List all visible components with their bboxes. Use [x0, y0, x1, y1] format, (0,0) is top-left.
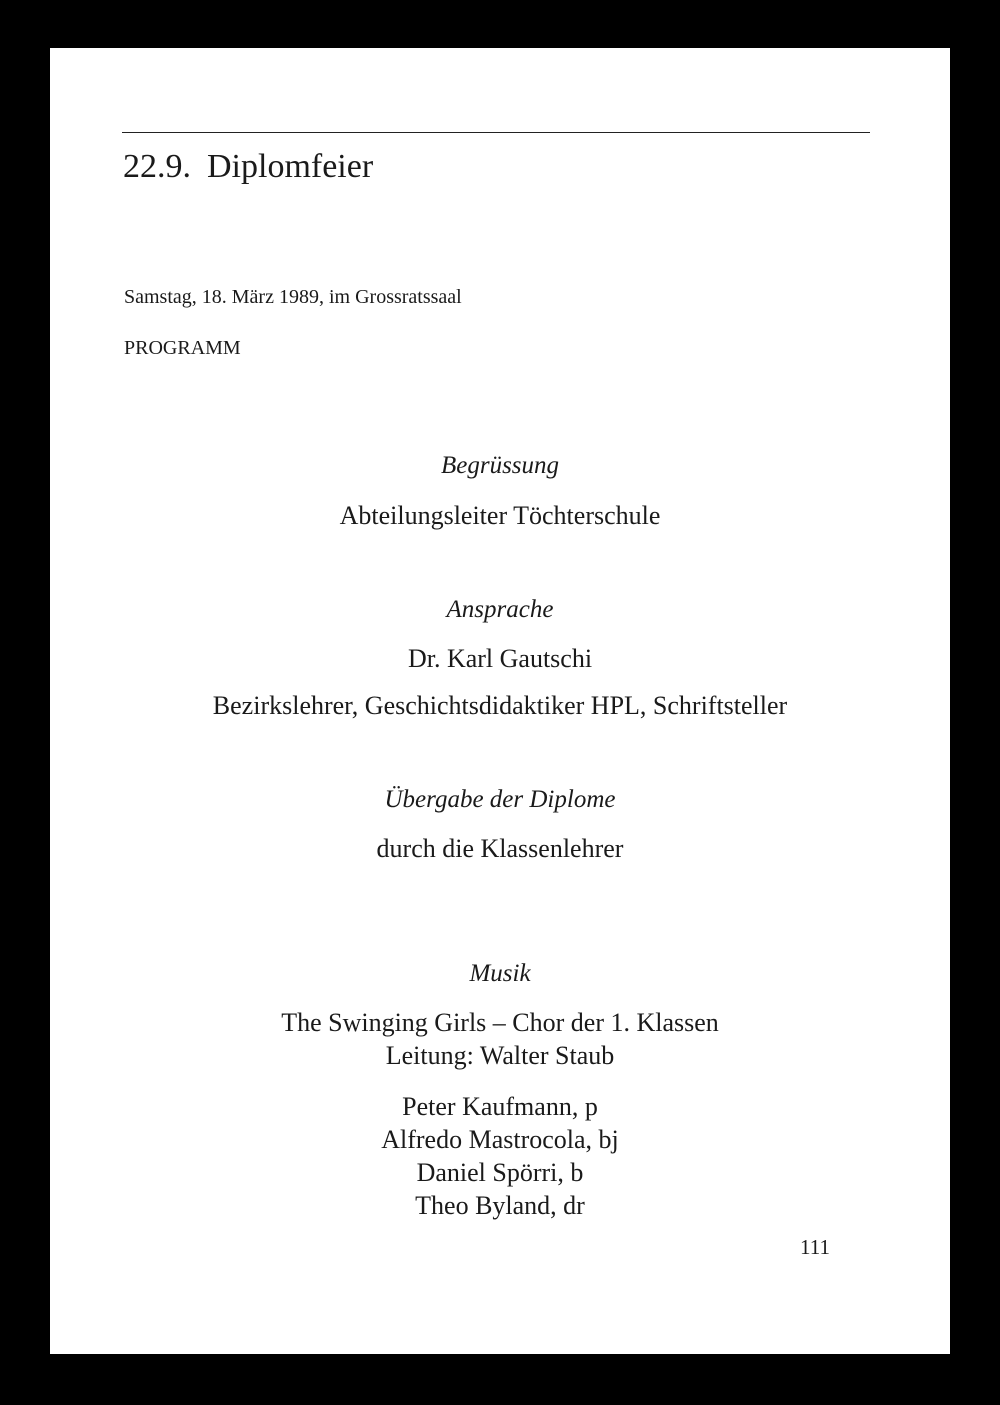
header-rule	[122, 132, 870, 133]
speech-role: Bezirkslehrer, Geschichtsdidaktiker HPL, Schriftsteller	[212, 691, 788, 720]
page-number: 111	[800, 1235, 830, 1259]
section-heading	[123, 148, 373, 186]
musician-item: Daniel Spörri, b	[416, 1158, 584, 1187]
speech-speaker: Dr. Karl Gautschi	[407, 644, 593, 673]
greeting-heading: Begrüssung	[440, 452, 560, 479]
musician-item: Peter Kaufmann, p	[402, 1092, 598, 1121]
speech-heading: Ansprache	[446, 596, 554, 623]
document-page	[50, 48, 950, 1354]
music-leader: Leitung: Walter Staub	[385, 1041, 615, 1070]
diplomas-by: durch die Klassenlehrer	[376, 834, 624, 863]
section-title: Diplomfeier	[207, 148, 374, 185]
greeting-speaker: Abteilungsleiter Töchterschule	[339, 501, 661, 530]
section-number: 22.9.	[123, 148, 191, 185]
musician-item: Theo Byland, dr	[415, 1191, 585, 1220]
programm-label: PROGRAMM	[124, 337, 241, 359]
musician-item: Alfredo Mastrocola, bj	[381, 1125, 619, 1154]
diplomas-heading: Übergabe der Diplome	[384, 786, 616, 813]
music-choir: The Swinging Girls – Chor der 1. Klassen	[281, 1008, 719, 1037]
music-heading: Musik	[469, 960, 531, 987]
event-date-location: Samstag, 18. März 1989, im Grossratssaal	[124, 286, 462, 308]
